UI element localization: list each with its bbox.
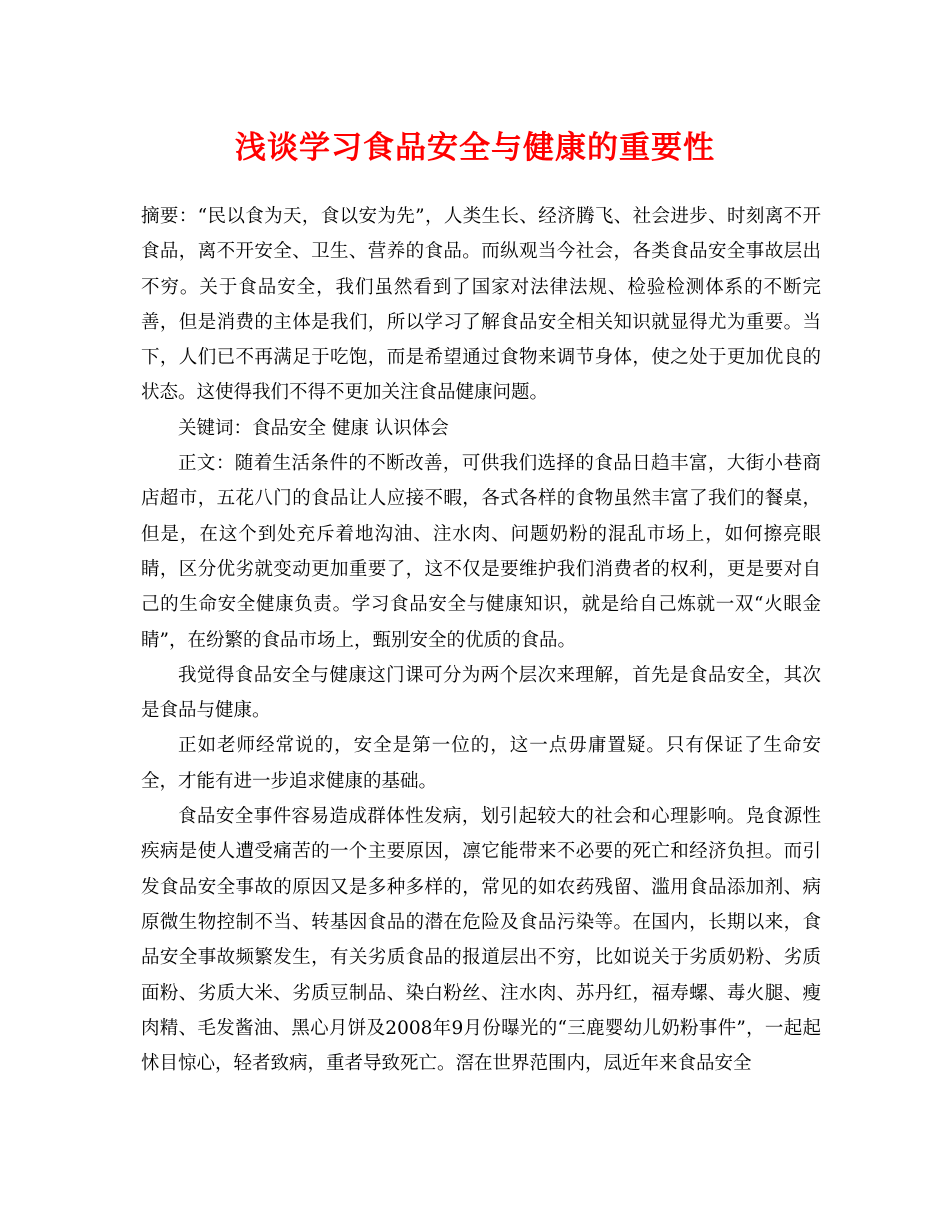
body-paragraph-1: 正文：随着生活条件的不断改善，可供我们选择的食品日趋丰富，大街小巷商店超市，五花八门的食品让人应接不暇，各式各样的食物虽然丰富了我们的餐桌，但是，在这个到处充斥着地沟油、注水肉、问题奶粉的混乱市场上，如何擦亮眼睛，区分优劣就变动更加重要了，这不仅是要维护我们消费者的权利，更是要对自己的生命安全健康负责。学习食品安全与健康知识，就是给自己炼就一双“火眼金睛”，在纷繁的食品市场上，甄别安全的优质的食品。 [141,453,821,651]
document-title: 浅谈学习食品安全与健康的重要性 [235,130,715,166]
body-paragraph-3: 正如老师经常说的，安全是第一位的，这一点毋庸置疑。只有保证了生命安全，才能有进一步追求健康的基础。 [141,735,821,792]
abstract-paragraph: 摘要：“民以食为天，食以安为先”，人类生长、经济腾飞、社会进步、时刻离不开食品，离不开安全、卫生、营养的食品。而纵观当今社会，各类食品安全事故层出不穷。关于食品安全，我们虽然看到了国家对法律法规、检验检测体系的不断完善，但是消费的主体是我们，所以学习了解食品安全相关知识就显得尤为重要。当下，人们已不再满足于吃饱，而是希望通过食物来调节身体，使之处于更加优良的状态。这使得我们不得不更加关注食品健康问题。 [141,206,821,404]
document-body [141,199,821,1081]
body-paragraph-2: 我觉得食品安全与健康这门课可分为两个层次来理解，首先是食品安全，其次是食品与健康。 [141,664,821,722]
keywords-paragraph: 关键词：食品安全 健康 认识体会 [178,417,449,439]
body-paragraph-4: 食品安全事件容易造成群体性发病，划引起较大的社会和心理影响。凫食源性疾病是使人遭受痛苦的一个主要原因，凛它能带来不必要的死亡和经济负担。而引发食品安全事故的原因又是多种多样的，常见的如农药残留、滥用食品添加剂、病原微生物控制不当、转基因食品的潜在危险及食品污染等。在国内，长期以来，食品安全事故频繁发生，有关劣质食品的报道层出不穷，比如说关于劣质奶粉、劣质面粉、劣质大米、劣质豆制品、染白粉丝、注水肉、苏丹红，福寿螺、毒火腿、瘦肉精、毛发酱油、黑心月饼及2008年9月份曝光的“三鹿婴幼儿奶粉事件”，一起起怵目惊心，轻者致病，重者导致死亡。滘在世界范围内，凨近年来食品安全 [141,806,821,1075]
